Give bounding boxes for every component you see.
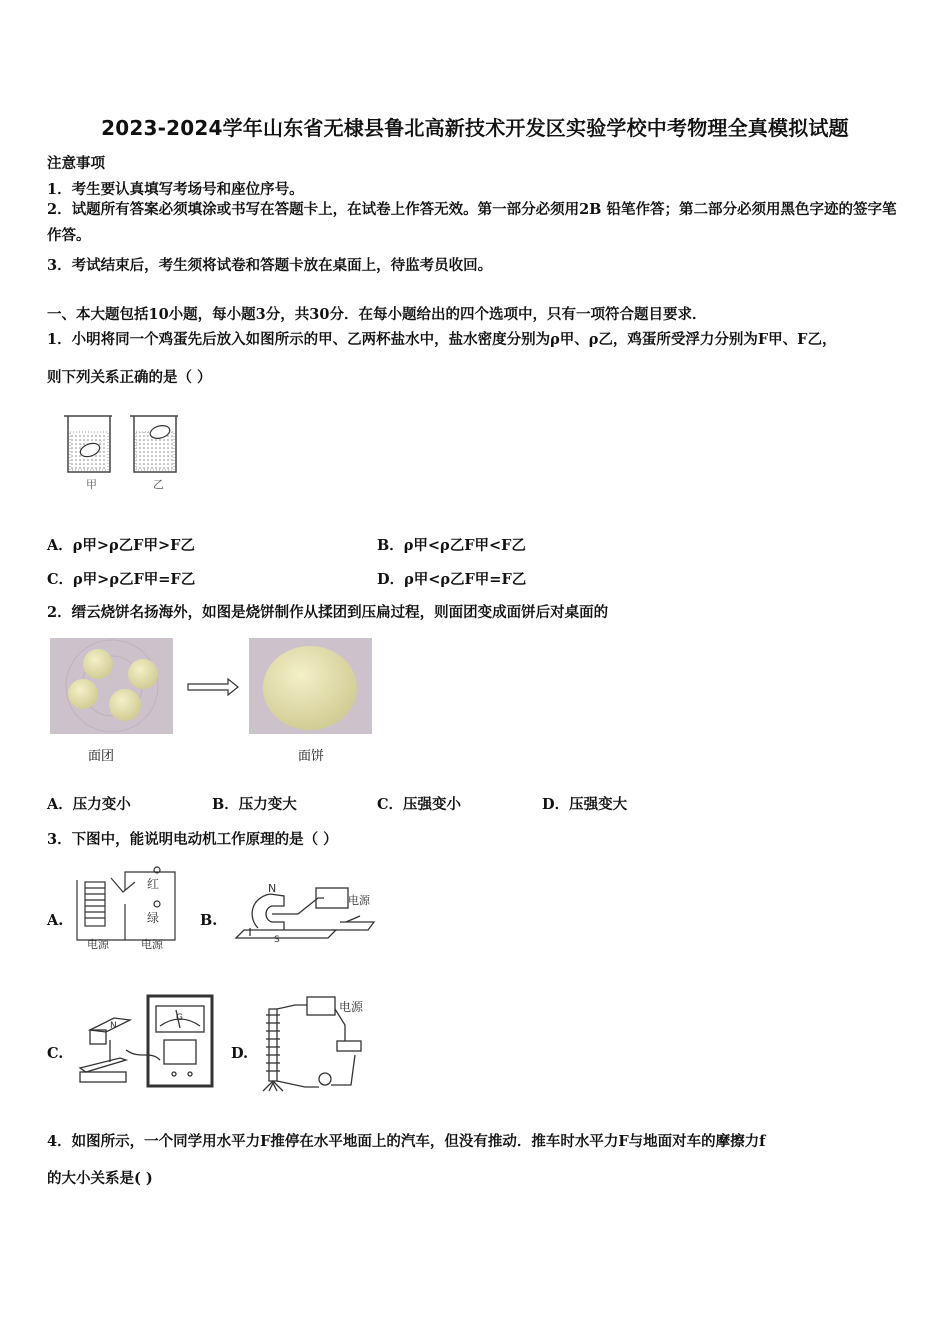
q3-text: 3．下图中，能说明电动机工作原理的是（ ）	[47, 831, 338, 848]
q1-option-c[interactable]: C．ρ甲>ρ乙F甲=F乙	[47, 571, 196, 588]
q2-option-d[interactable]: D．压强变大	[542, 796, 628, 813]
q1-option-d[interactable]: D．ρ甲<ρ乙F甲=F乙	[377, 571, 527, 588]
caption-dough: 面团	[88, 749, 115, 764]
galvanometer-g-label: G	[176, 1013, 183, 1023]
page-title: 2023-2024学年山东省无棣县鲁北高新技术开发区实验学校中考物理全真模拟试题	[101, 116, 849, 140]
notes-item-2: 2．试题所有答案必须填涂或书写在答题卡上，在试卷上作答无效。第一部分必须用2B 铅笔作答；第二部分必须用黑色字迹的签字笔作答。	[47, 201, 897, 244]
label-jia: 甲	[86, 478, 97, 491]
q3-figure-c-galvanometer[interactable]	[70, 990, 220, 1090]
relay-green-label: 绿	[147, 911, 160, 925]
relay-power-label-1: 电源	[87, 938, 109, 950]
q2-text: 2．缙云烧饼名扬海外，如图是烧饼制作从揉团到压扁过程，则面团变成面饼后对桌面的	[47, 604, 609, 621]
q1-option-b[interactable]: B．ρ甲<ρ乙F甲<F乙	[377, 537, 526, 554]
q1-text-line1: 1．小明将同一个鸡蛋先后放入如图所示的甲、乙两杯盐水中，盐水密度分别为ρ甲、ρ乙，鸡蛋所受浮力分别为F甲、F乙，	[47, 331, 837, 348]
q2-option-c[interactable]: C．压强变小	[377, 796, 462, 813]
dough-balls-photo	[50, 638, 173, 734]
magnet-s-label: S	[274, 935, 280, 945]
q3-label-a[interactable]: A.	[47, 912, 64, 929]
relay-red-label: 红	[147, 877, 160, 891]
q1-option-a[interactable]: A．ρ甲>ρ乙F甲>F乙	[47, 537, 195, 554]
beaker-jia	[64, 416, 112, 472]
q3-figure-d-electromagnet[interactable]	[255, 995, 385, 1095]
q1-beakers-figure	[58, 410, 188, 492]
magnet-c-n-label: N	[110, 1021, 117, 1031]
motor-power-label: 电源	[348, 894, 370, 907]
q3-label-b[interactable]: B.	[200, 912, 218, 929]
electromagnet-power-label: 电源	[339, 1000, 364, 1014]
q1-text-line2: 则下列关系正确的是（ ）	[47, 369, 212, 386]
label-yi: 乙	[153, 478, 164, 491]
section-1-heading: 一、本大题包括10小题，每小题3分，共30分．在每小题给出的四个选项中，只有一项符合题目要求．	[47, 306, 707, 323]
q2-dough-figure	[50, 638, 375, 738]
q4-text-line2: 的大小关系是( )	[47, 1170, 153, 1187]
arrow-right-icon	[188, 679, 238, 695]
q2-option-a[interactable]: A．压力变小	[47, 796, 131, 813]
notes-item-1: 1．考生要认真填写考场号和座位序号。	[47, 181, 304, 198]
q3-label-d[interactable]: D.	[231, 1045, 249, 1062]
caption-cake: 面饼	[298, 749, 325, 764]
q3-label-c[interactable]: C.	[47, 1045, 64, 1062]
beaker-yi	[130, 416, 178, 472]
relay-power-label-2: 电源	[141, 938, 163, 950]
q3-figure-b-motor[interactable]	[228, 878, 378, 950]
q3-figure-a-relay[interactable]	[65, 860, 185, 950]
q4-text-line1: 4．如图所示，一个同学用水平力F推停在水平地面上的汽车，但没有推动．推车时水平力F与地面对车的摩擦力f	[47, 1133, 766, 1150]
magnet-n-label: N	[268, 882, 277, 895]
notes-heading: 注意事项	[47, 155, 105, 172]
notes-item-3: 3．考试结束后，考生须将试卷和答题卡放在桌面上，待监考员收回。	[47, 257, 493, 274]
q2-option-b[interactable]: B．压力变大	[212, 796, 297, 813]
